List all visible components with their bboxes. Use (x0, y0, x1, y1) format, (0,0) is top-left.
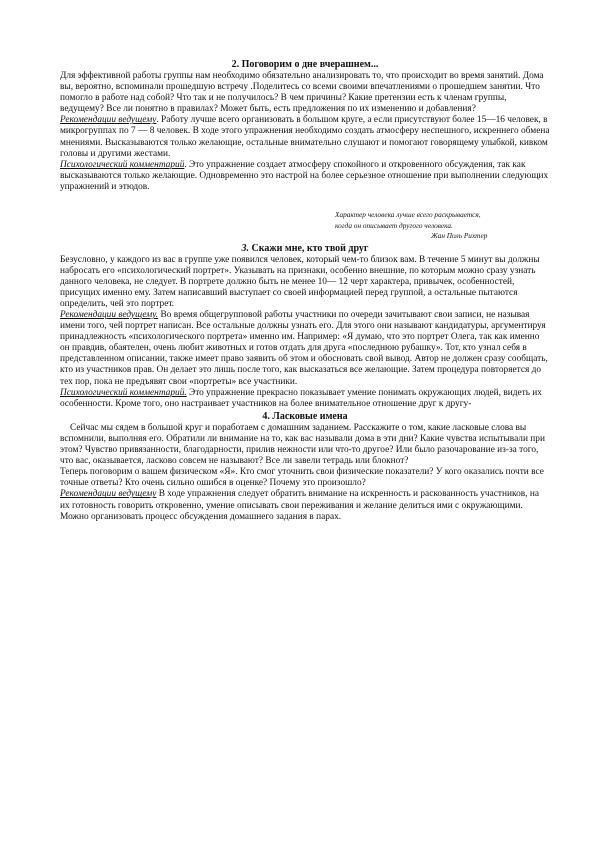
section-4-intro-1: Сейчас мы сядем в большой круг и поработаем с домашним заданием. Расскажите о том, какие ласковые слова вы вспомнили, выполняя его. Обратили ли внимание на то, как вас называли дома в эти дни? Какие чувства испытывали при этом? Чувство привязанности, благодарности, прилив нежности или что-то другое? Или было разочарование из-за того, что вас, оказывается, ласково совсем не называют? Все ли завели тетрадь или блокнот? (60, 422, 545, 467)
psych-comment-text: . Это упражнение создает атмосферу спокойного и откровенного обсуждения, так как высказываются только желающие. Одновременно это настрой на более серьезное отношение при выполнении следующих упражнений и этюдов. (60, 159, 549, 192)
section-2-recommendations (60, 115, 550, 159)
recommendations-label: Рекомендации ведущему (60, 115, 157, 126)
section-3-heading (60, 242, 550, 255)
recommendations-label: Рекомендации ведущему (60, 489, 157, 500)
section-2-intro: Для эффективной работы группы нам необходимо обязательно анализировать то, что происходит во время занятий. Дома вы, вероятно, вспоминали прошедшую встречу .Поделитесь со всеми своими впечатлениями о прошедшем занятии. Что помогло в работе над собой? Что так и не получилось? В чем причины? Какие претензии есть к членам группы, ведущему? Все ли понятно в правилах? Может быть, есть предложения по их изменению и добавления? (60, 71, 544, 115)
quote-line-1: Характер человека лучше всего раскрывается, (335, 210, 481, 220)
quote-author: Жан Поль Рихтер (431, 231, 488, 241)
section-2-heading: 2. Поговорим о дне вчерашнем... (231, 59, 379, 70)
psych-comment-text: Это упражнение прекрасно показывает умение понимать окружающих людей, видеть их особенности. Кроме того, оно настраивает участников на более внимательное отношение друг к другу- (60, 387, 542, 409)
section-3-intro: Безусловно, у каждого из вас в группе уже появился человек, который чем-то близок вам. В течение 5 минут вы должны набросать его «психологический портрет». Указывать на признаки, особенно внешние, по которым можно сразу узнать данного человека, не следует. В портрете должно быть не менее 10— 12 черт характера, привычек, особенностей, присущих именно ему. Затем написавший выступает со своей информацией перед группой, а остальные пытаются определить, чей это портрет. (60, 254, 540, 309)
section-4-recommendations (60, 489, 550, 522)
section-3-psych-comment (60, 388, 550, 410)
recommendations-text: . Работу лучше всего организовать в большом круге, а если присутствуют более 15—16 человек, в микрогруппах по 7 — 8 человек. В ходе этого упражнения необходимо создать атмосферу неспешного, искреннего обмена мнениями. Высказываются только желающие, остальные внимательно слушают и помогают говорящему улыбкой, кивком головы и другими жестами. (60, 115, 550, 159)
psych-comment-label: Психологический комментарий (60, 159, 185, 170)
section-4-intro-2: Теперь поговорим о вашем физическом «Я». Кто смог уточнить свои физические показатели? У кого оказались почти все точные ответы? Кто очень сильно ошибся в оценке? Почему это произошло? (60, 467, 544, 489)
document-body (60, 58, 550, 523)
recommendations-text: Во время общегрупповой работы участники по очереди зачитывают свои записи, не называя имени того, чей портрет написан. Все остальные должны узнать его. Для этого они называют кандидатуры, аргументируя принадлежность «психологического портрета» именно им. Например: «Я думаю, что это портрет Олега, так как именно он правдив, обаятелен, очень любит животных и готов отдать для друга «последнюю рубашку». Тот, кто узнал себя в представленном описании, также имеет право заявить об этом и обосновать свой вывод. Автор не должен сразу сообщать, кто из участников прав. Он делает это лишь после того, как высказаться все желающие. Затем процедура повторяется до тех пор, пока не предъявят свои «портреты» все участники. (60, 310, 548, 387)
section-3-title: Скажи мне, кто твой друг (249, 242, 369, 254)
epigraph-quote (335, 210, 555, 242)
recommendations-label: Рекомендации ведущему. (60, 310, 159, 320)
section-4-heading: 4. Ласковые имена (262, 410, 348, 422)
section-2-psych-comment (60, 160, 550, 193)
psych-comment-label: Психологический комментарий. (60, 387, 187, 398)
section-3-number: 3. (241, 242, 250, 254)
quote-line-2: когда он описывает другого человека. (335, 220, 453, 230)
section-3-recommendations (60, 310, 550, 388)
recommendations-text: В ходе упражнения следует обратить внимание на искренность и раскованность участников, на их готовность говорить откровенно, умение описывать свои переживания и желание делиться ими с окружающими. Можно организовать процесс обсуждения домашнего задания в парах. (60, 489, 539, 522)
